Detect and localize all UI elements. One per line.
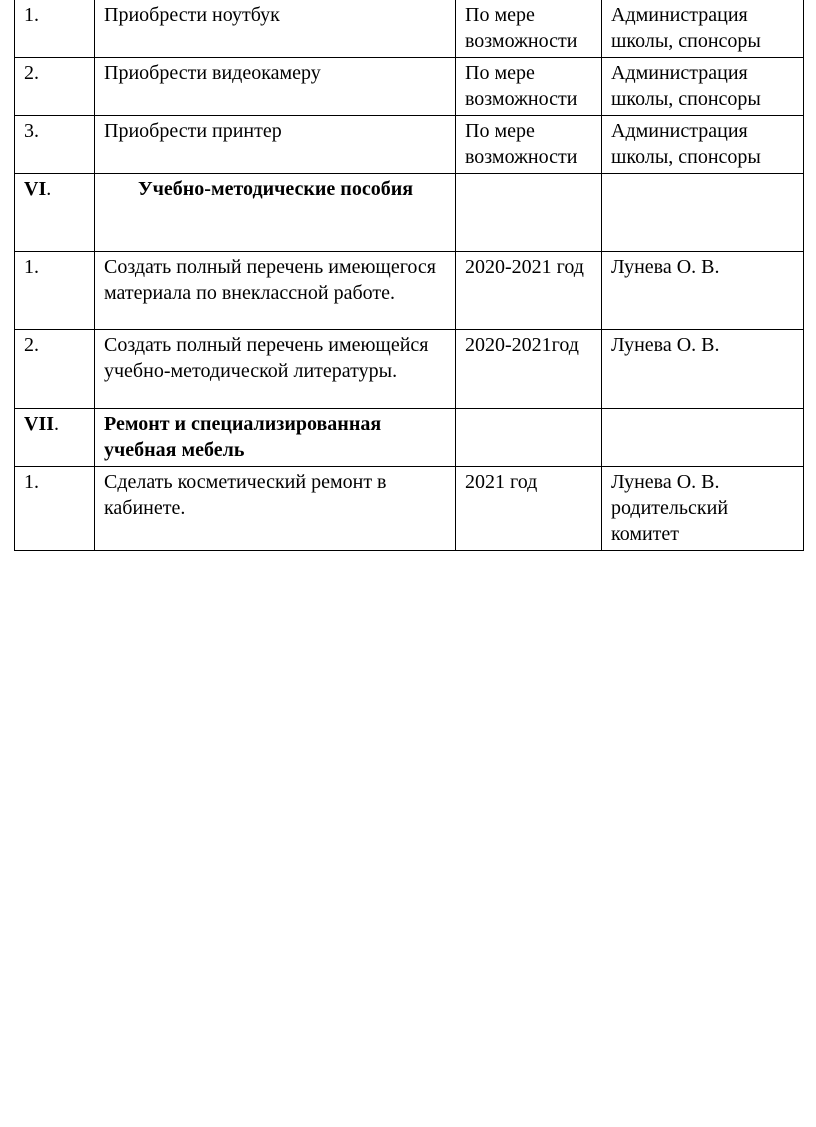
section-title: Ремонт и специализированная учебная мебель <box>104 413 382 461</box>
task-cell: Создать полный перечень имеющейся учебно-методической литературы. <box>95 330 456 409</box>
row-number: 1. <box>15 467 95 551</box>
responsible-cell: Администрация школы, спонсоры <box>602 58 804 116</box>
task-cell: Создать полный перечень имеющегося материала по внеклассной работе. <box>95 252 456 330</box>
section-number: VII <box>24 413 55 435</box>
section-number-cell <box>15 409 95 467</box>
table-row <box>15 330 804 409</box>
row-number: 3. <box>15 116 95 174</box>
section-title-cell <box>95 409 456 467</box>
section-number-dot: . <box>46 178 52 200</box>
responsible-cell: Лунева О. В. родительский комитет <box>602 467 804 551</box>
row-number: 1. <box>15 0 95 58</box>
responsible-cell: Лунева О. В. <box>602 330 804 409</box>
term-cell: По мере возможности <box>456 0 602 58</box>
empty-cell <box>602 409 804 467</box>
section-number-cell <box>15 174 95 252</box>
responsible-cell: Администрация школы, спонсоры <box>602 116 804 174</box>
term-cell: 2020-2021 год <box>456 252 602 330</box>
table-row <box>15 116 804 174</box>
empty-cell <box>602 174 804 252</box>
section-title: Учебно-методические пособия <box>137 178 414 200</box>
table-row <box>15 0 804 58</box>
empty-cell <box>456 174 602 252</box>
table-row <box>15 252 804 330</box>
task-cell: Приобрести принтер <box>95 116 456 174</box>
empty-cell <box>456 409 602 467</box>
responsible-cell: Лунева О. В. <box>602 252 804 330</box>
row-number: 2. <box>15 58 95 116</box>
section-number-dot: . <box>54 413 60 435</box>
section-row <box>15 174 804 252</box>
term-cell: По мере возможности <box>456 58 602 116</box>
section-number: VI <box>24 178 47 200</box>
term-cell: По мере возможности <box>456 116 602 174</box>
task-cell: Приобрести видеокамеру <box>95 58 456 116</box>
responsible-cell: Администрация школы, спонсоры <box>602 0 804 58</box>
task-cell: Сделать косметический ремонт в кабинете. <box>95 467 456 551</box>
task-cell: Приобрести ноутбук <box>95 0 456 58</box>
section-row <box>15 409 804 467</box>
row-number: 1. <box>15 252 95 330</box>
plan-table <box>14 0 804 551</box>
table-row <box>15 58 804 116</box>
term-cell: 2021 год <box>456 467 602 551</box>
term-cell: 2020-2021год <box>456 330 602 409</box>
section-title-cell <box>95 174 456 252</box>
table-row <box>15 467 804 551</box>
row-number: 2. <box>15 330 95 409</box>
